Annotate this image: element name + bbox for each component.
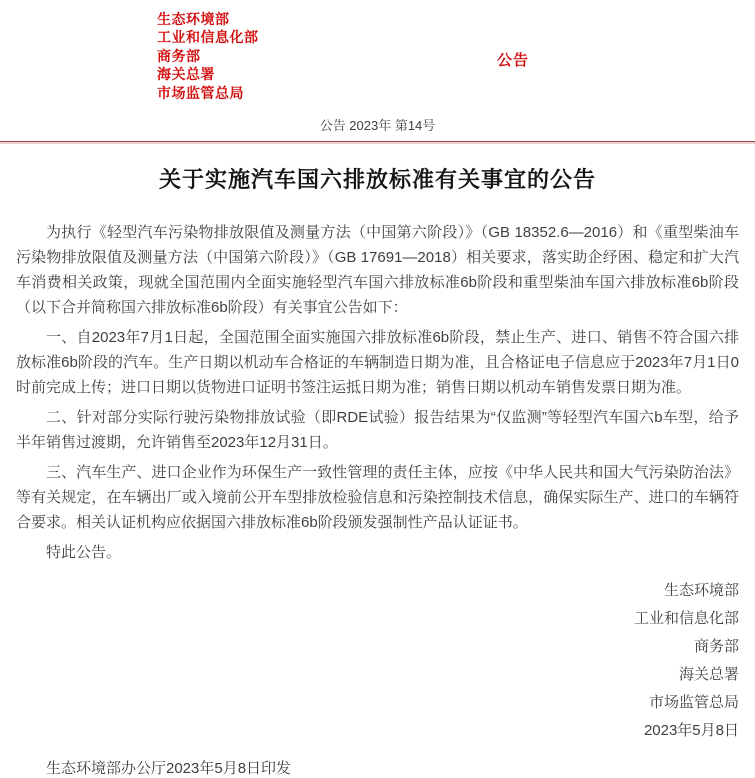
signature-date: 2023年5月8日: [643, 722, 739, 739]
paragraph-closing: 特此公告。: [46, 544, 122, 561]
signer: 商务部: [693, 638, 739, 655]
announcement-body: [0, 220, 755, 565]
paragraph-item-1: 一、自2023年7月1日起，全国范围全面实施国六排放标准6b阶段，禁止生产、进口、销售不符合国六排放标准6b阶段的汽车。生产日期以机动车合格证的车辆制造日期为准，且合格证电子信息应于2023年7月1日0时前完成上传；进口日期以货物进口证明书签注运抵日期为准；销售日期以机动车销售发票日期为准。: [16, 329, 739, 396]
signer: 工业和信息化部: [633, 610, 739, 627]
page-title: 关于实施汽车国六排放标准有关事宜的公告: [158, 167, 596, 192]
ministry-item: 市场监管总局: [157, 84, 244, 101]
signer: 生态环境部: [663, 582, 739, 599]
ministry-item: 商务部: [157, 47, 201, 64]
issuing-ministries: [157, 10, 259, 102]
ministry-item: 生态环境部: [157, 11, 230, 27]
signer: 海关总署: [678, 666, 739, 683]
document-number: 公告 2023年 第14号: [319, 118, 436, 133]
signer: 市场监管总局: [648, 694, 739, 711]
paragraph-item-2: 二、针对部分实际行驶污染物排放试验（即RDE试验）报告结果为“仅监测”等轻型汽车国六b车型，给予半年销售过渡期，允许销售至2023年12月31日。: [16, 409, 739, 451]
announcement-type-label: 公告: [497, 52, 530, 69]
imprint-line: 生态环境部办公厅2023年5月8日印发: [46, 760, 292, 777]
paragraph-intro: 为执行《轻型汽车污染物排放限值及测量方法（中国第六阶段）》（GB 18352.6—2016）和《重型柴油车污染物排放限值及测量方法（中国第六阶段）》（GB 17691—2018）相关要求，落实助企纾困、稳定和扩大汽车消费相关政策，现就全国范围内全面实施轻型汽车国六排放标准6b阶段和重型柴油车国六排放标准6b阶段（以下合并简称国六排放标准6b阶段）有关事宜公告如下：: [16, 224, 739, 316]
paragraph-item-3: 三、汽车生产、进口企业作为环保生产一致性管理的责任主体，应按《中华人民共和国大气污染防治法》等有关规定，在车辆出厂或入境前公开车型排放检验信息和污染控制技术信息，确保实际生产、进口的车辆符合要求。相关认证机构应依据国六排放标准6b阶段颁发强制性产品认证证书。: [16, 464, 739, 531]
ministry-item: 海关总署: [157, 66, 215, 83]
signature-block: [0, 577, 755, 745]
document-header: [0, 0, 755, 142]
ministry-item: 工业和信息化部: [157, 29, 259, 46]
